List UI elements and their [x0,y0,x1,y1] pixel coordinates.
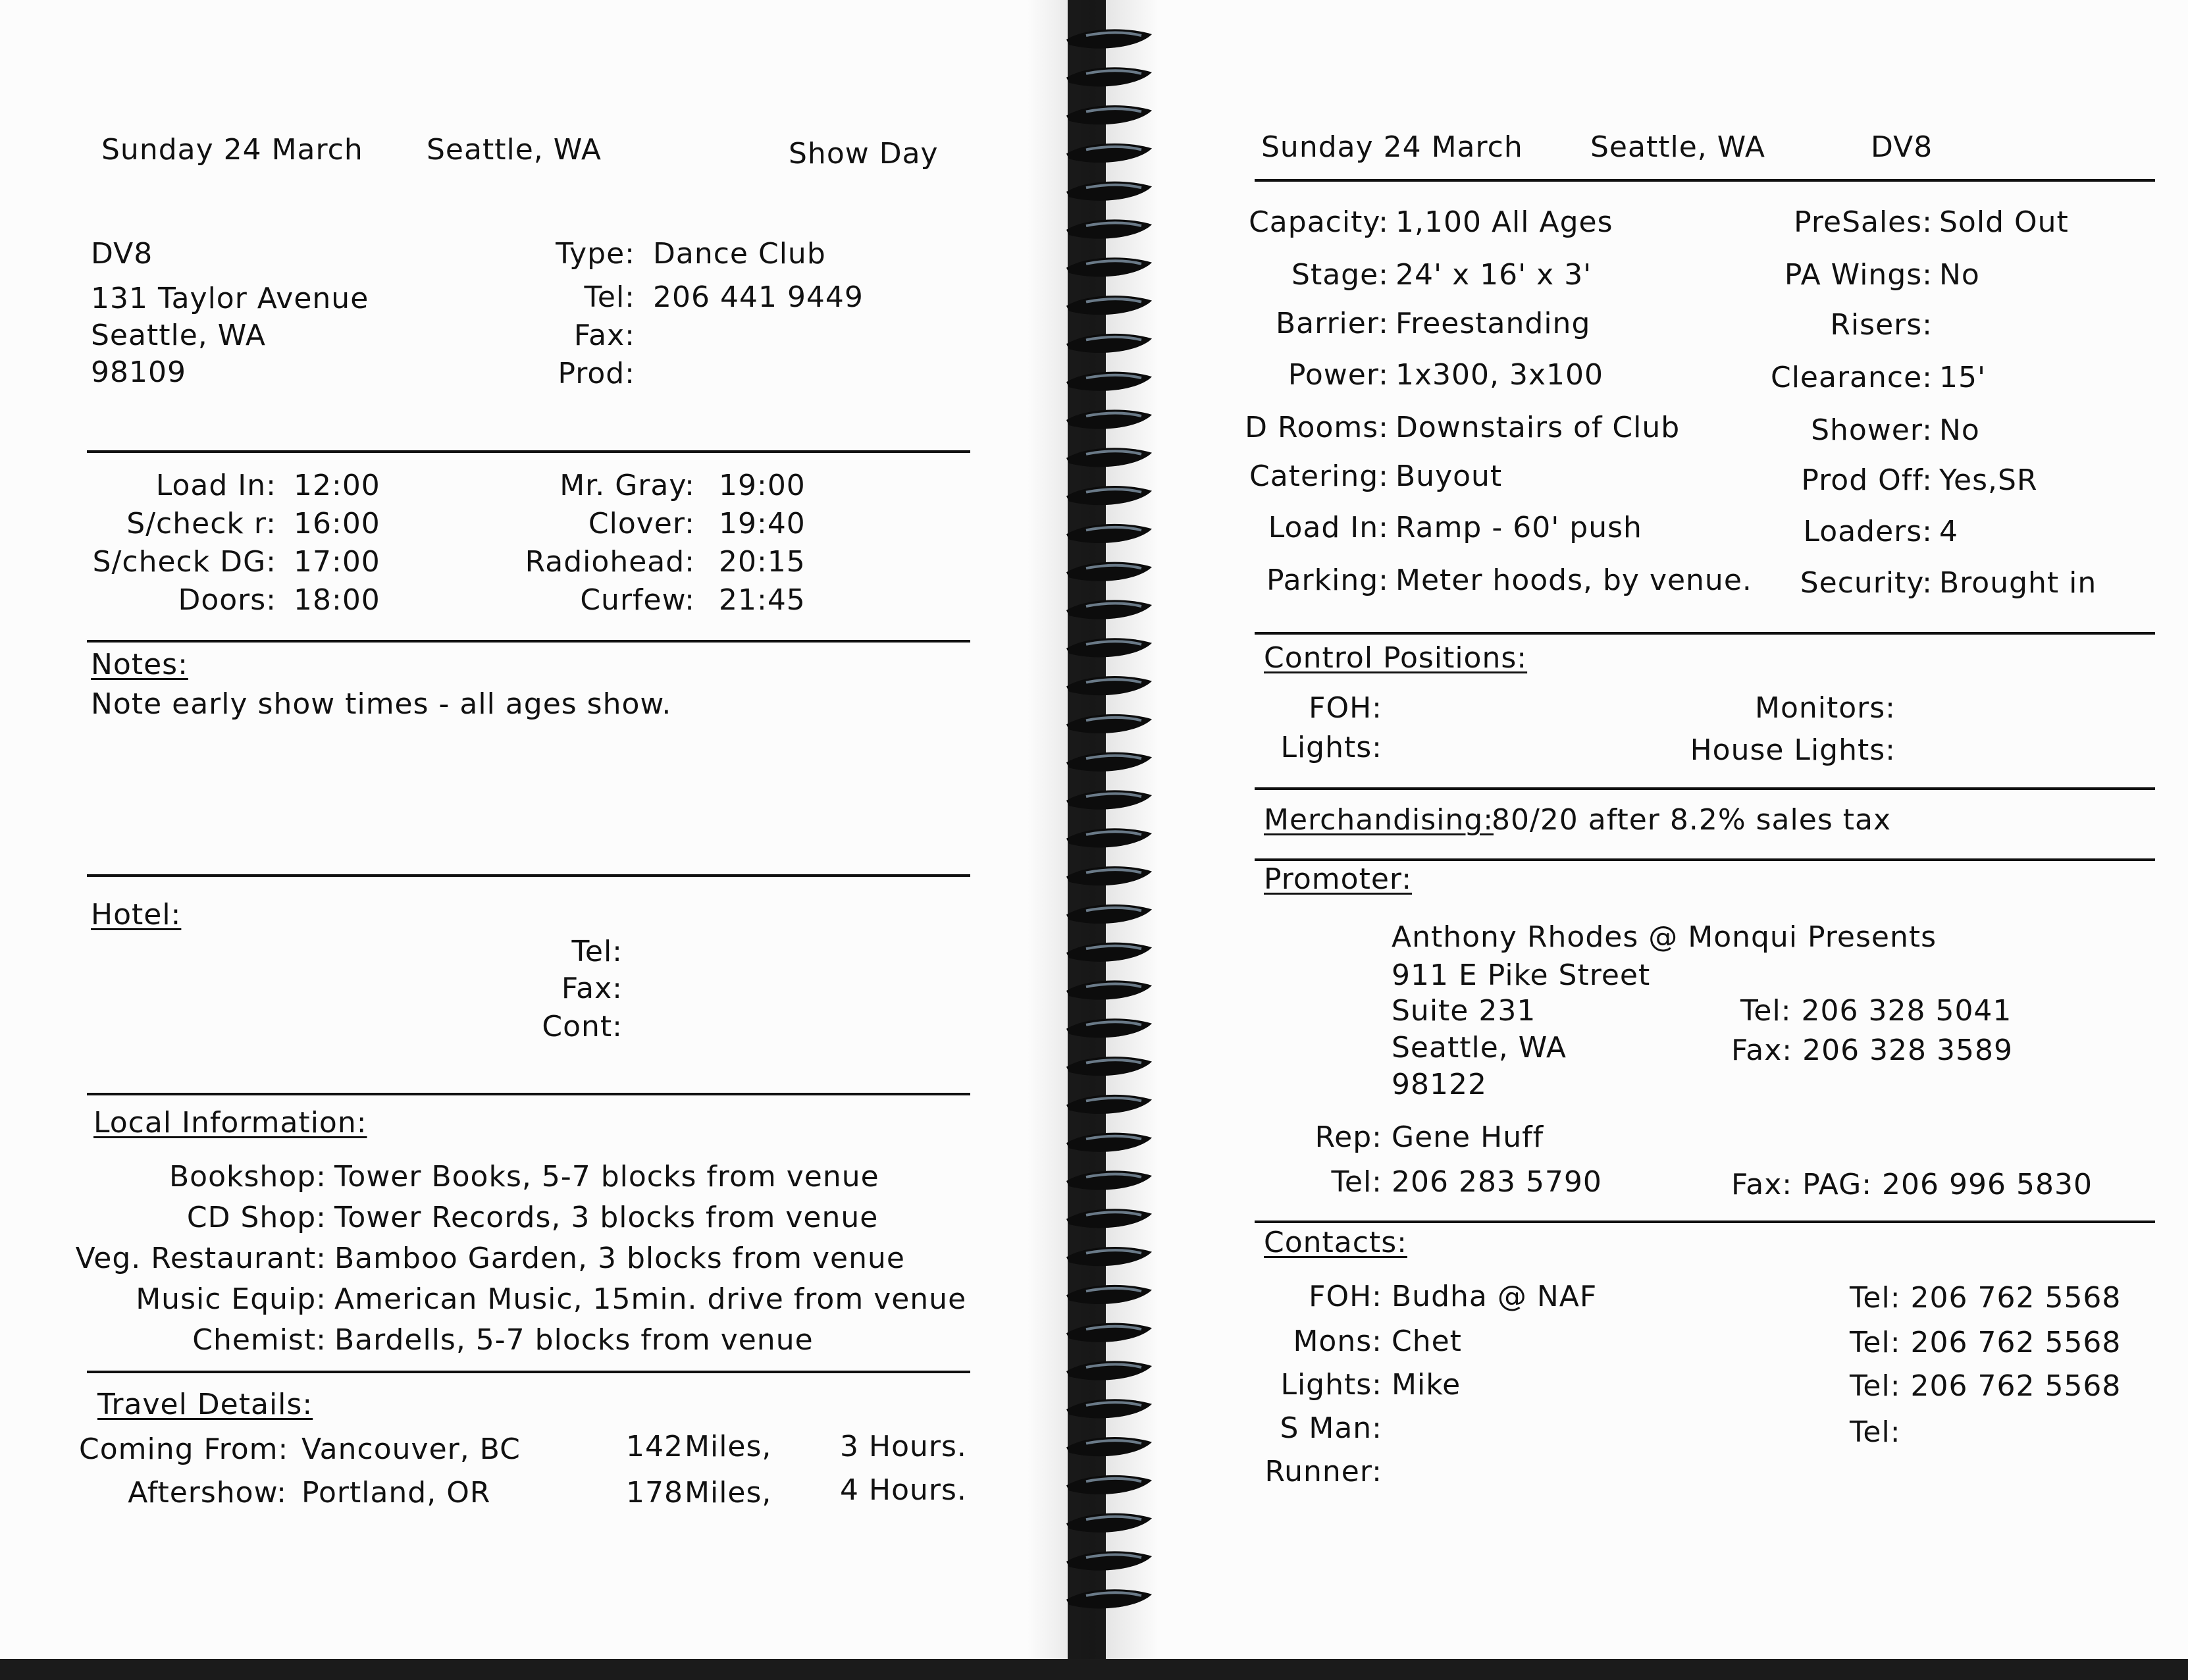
spec-value: Freestanding [1395,307,1591,340]
local-info-label: Chemist: [192,1323,326,1357]
spec-value: 1,100 All Ages [1395,205,1613,239]
travel-miles: 178 [626,1476,683,1509]
section-divider [87,450,970,453]
spec-label: Security: [1800,566,1933,600]
section-divider [87,874,970,877]
spec-value: 4 [1939,515,1958,548]
left-header-date: Sunday 24 March [101,133,363,167]
control-house-lights-label: House Lights: [1690,733,1896,767]
hotel-contact-label: Cont: [542,1010,623,1043]
venue-fax-label: Fax: [573,319,635,352]
schedule-label: S/check DG: [92,545,276,579]
venue-address-line2: Seattle, WA [91,319,266,352]
spec-label: Catering: [1249,459,1389,493]
local-info-value: Tower Books, 5-7 blocks from venue [334,1160,879,1194]
section-divider [1255,858,2155,861]
spec-value: Brought in [1939,566,2097,600]
local-info-label: Bookshop: [169,1160,326,1194]
travel-place: Portland, OR [301,1476,491,1509]
left-header-status: Show Day [789,137,939,171]
local-info-value: Tower Records, 3 blocks from venue [334,1201,879,1234]
spiral-binding [1060,20,1159,1652]
spec-label: Stage: [1291,258,1389,292]
spec-label: Load In: [1268,511,1389,544]
local-info-heading: Local Information: [93,1106,367,1140]
contact-tel: Tel: 206 762 5568 [1850,1369,2122,1403]
venue-name: DV8 [91,237,153,271]
travel-hours: 4 Hours. [840,1473,967,1507]
schedule-time: 18:00 [294,583,380,617]
promoter-tel: Tel: 206 328 5041 [1740,994,2012,1028]
promoter-fax: Fax: 206 328 3589 [1731,1034,2013,1067]
section-divider [87,1093,970,1095]
set-time: 19:00 [719,469,806,502]
section-divider [87,640,970,643]
local-info-value: American Music, 15min. drive from venue [334,1282,967,1316]
control-positions-heading: Control Positions: [1264,641,1528,675]
merchandising-heading: Merchandising: [1264,803,1494,837]
spec-label: D Rooms: [1245,411,1389,444]
notes-heading: Notes: [91,648,188,681]
spec-label: Shower: [1811,413,1933,447]
travel-heading: Travel Details: [97,1388,313,1421]
spec-value: Sold Out [1939,205,2069,239]
merchandising-text: 80/20 after 8.2% sales tax [1492,803,1891,837]
venue-address-line1: 131 Taylor Avenue [91,282,369,315]
spec-label: Barrier: [1276,307,1389,340]
contact-name: Budha @ NAF [1392,1280,1598,1313]
promoter-rep-tel-label: Tel: [1331,1165,1382,1199]
section-divider [1255,179,2155,182]
control-foh-label: FOH: [1309,691,1382,725]
travel-miles-unit: Miles, [685,1430,772,1463]
spec-value: 15' [1939,361,1987,394]
notes-text: Note early show times - all ages show. [91,687,672,721]
section-divider [1255,632,2155,635]
spec-label: PA Wings: [1784,258,1933,292]
venue-tel-value: 206 441 9449 [653,280,864,314]
section-divider [87,1371,970,1373]
set-time: 20:15 [719,545,806,579]
local-info-value: Bardells, 5-7 blocks from venue [334,1323,814,1357]
set-time-label: Radiohead: [525,545,695,579]
right-header-city: Seattle, WA [1590,130,1765,164]
travel-miles: 142 [626,1430,683,1463]
set-time-label: Curfew: [580,583,695,617]
venue-prod-label: Prod: [558,357,635,390]
spec-value: No [1939,258,1980,292]
left-header-city: Seattle, WA [427,133,602,167]
travel-hours: 3 Hours. [840,1430,967,1463]
promoter-heading: Promoter: [1264,862,1413,896]
contact-label: S Man: [1280,1411,1382,1445]
promoter-line: Seattle, WA [1392,1031,1567,1064]
promoter-line: 911 E Pike Street [1392,958,1651,992]
venue-type-value: Dance Club [653,237,826,271]
promoter-rep-tel-value: 206 283 5790 [1392,1165,1602,1199]
section-divider [1255,787,2155,790]
spec-value: No [1939,413,1980,447]
venue-type-label: Type: [556,237,635,271]
spec-label: Loaders: [1803,515,1933,548]
set-time: 19:40 [719,507,806,540]
local-info-label: Veg. Restaurant: [75,1242,326,1275]
hotel-heading: Hotel: [91,898,182,932]
contact-tel: Tel: [1850,1415,1901,1449]
local-info-label: CD Shop: [186,1201,326,1234]
spec-value: 24' x 16' x 3' [1395,258,1592,292]
schedule-time: 17:00 [294,545,380,579]
promoter-rep-label: Rep: [1315,1120,1382,1154]
promoter-line: Suite 231 [1392,994,1536,1028]
set-time: 21:45 [719,583,806,617]
set-time-label: Clover: [588,507,695,540]
promoter-line: Anthony Rhodes @ Monqui Presents [1392,920,1937,954]
spec-value: Downstairs of Club [1395,411,1680,444]
schedule-time: 16:00 [294,507,380,540]
spec-value: 1x300, 3x100 [1395,358,1604,392]
spec-label: Prod Off: [1801,463,1933,497]
right-header-venue: DV8 [1871,130,1933,164]
travel-label: Aftershow: [128,1476,287,1509]
spec-value: Buyout [1395,459,1503,493]
right-header-date: Sunday 24 March [1261,130,1523,164]
contact-label: Mons: [1293,1325,1382,1358]
spec-label: Power: [1288,358,1389,392]
promoter-rep-value: Gene Huff [1392,1120,1544,1154]
spec-label: Parking: [1266,564,1389,597]
schedule-label: S/check r: [126,507,276,540]
travel-miles-unit: Miles, [685,1476,772,1509]
spec-label: Clearance: [1770,361,1933,394]
local-info-value: Bamboo Garden, 3 blocks from venue [334,1242,905,1275]
spec-label: Risers: [1830,308,1933,342]
contact-name: Mike [1392,1368,1461,1402]
control-monitors-label: Monitors: [1754,691,1896,725]
schedule-label: Doors: [178,583,276,617]
promoter-line: 98122 [1392,1068,1487,1101]
hotel-tel-label: Tel: [571,935,623,968]
spec-value: Meter hoods, by venue. [1395,564,1752,597]
spec-value: Ramp - 60' push [1395,511,1642,544]
section-divider [1255,1221,2155,1223]
schedule-time: 12:00 [294,469,380,502]
contact-tel: Tel: 206 762 5568 [1850,1326,2122,1359]
hotel-fax-label: Fax: [561,972,623,1005]
contact-label: Runner: [1264,1455,1382,1488]
contact-label: Lights: [1280,1368,1382,1402]
contacts-heading: Contacts: [1264,1226,1407,1259]
set-time-label: Mr. Gray: [560,469,695,502]
travel-place: Vancouver, BC [301,1432,521,1466]
venue-tel-label: Tel: [584,280,635,314]
spec-label: PreSales: [1794,205,1933,239]
contact-name: Chet [1392,1325,1462,1358]
contact-label: FOH: [1309,1280,1382,1313]
local-info-label: Music Equip: [136,1282,326,1316]
venue-zip: 98109 [91,355,186,389]
spec-label: Capacity: [1249,205,1389,239]
control-lights-label: Lights: [1280,731,1382,764]
spec-value: Yes,SR [1939,463,2038,497]
promoter-rep-fax: Fax: PAG: 206 996 5830 [1731,1168,2093,1201]
schedule-label: Load In: [155,469,276,502]
travel-label: Coming From: [79,1432,289,1466]
contact-tel: Tel: 206 762 5568 [1850,1281,2122,1315]
